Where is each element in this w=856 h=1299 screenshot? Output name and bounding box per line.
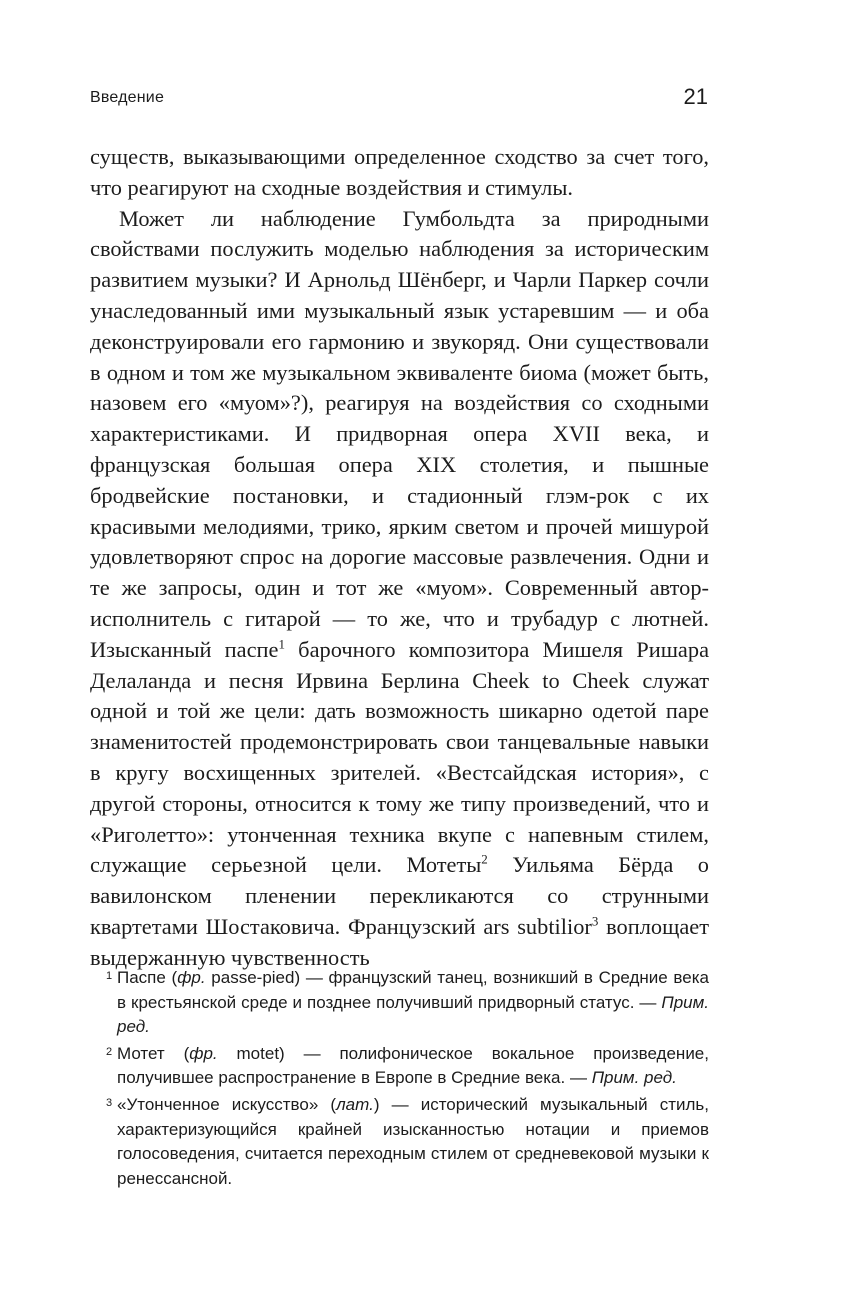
paragraph: [90, 204, 709, 974]
footnote: [90, 1093, 709, 1191]
page-number: 21: [683, 84, 708, 109]
paragraph-2-text-part: воплощает выдержанную чувственность: [90, 913, 709, 970]
editor-note: Прим. ред.: [591, 1068, 677, 1088]
editor-note: Прим. ред.: [117, 992, 709, 1037]
footnote-ref[interactable]: 3: [591, 913, 599, 929]
running-head: Введение: [90, 89, 165, 106]
footnotes: [90, 966, 709, 1193]
footnote-text: ) — исторический музыкальный стиль, характеризующийся крайней изысканностью нотации и приемов голосоведения, считается переходным стилем от средневековой музыки к ренессансной.: [117, 1094, 709, 1188]
footnote-mark: 3: [106, 1096, 113, 1109]
footnote-mark: 2: [106, 1045, 113, 1058]
footnote-lang: фр.: [189, 1043, 218, 1063]
paragraph-2-text-part: Может ли наблюдение Гумбольдта за природными свойствами послужить моделью наблюдения за историческим развитием музыки? И Арнольд Шёнберг, и Чарли Паркер сочли унаследованный ими музыкальный язык устаревшим — и оба деконструировали его гармонию и звукоряд. Они существовали в одном и том же музыкальном эквиваленте биома (может быть, назовем его «муом»?), реагируя на воздействия со сходными характеристиками. И придворная опера XVII века, и французская большая опера XIX столетия, и пышные бродвейские постановки, и стадионный глэм-рок с их красивыми мелодиями, трико, ярким светом и прочей мишурой удовлетворяют спрос на дорогие массовые развлечения. Одни и те же запросы, один и тот же «муом». Современный автор-исполнитель с гитарой — то же, что и трубадур с лютней. Изысканный паспе: [90, 205, 709, 662]
paragraph-2-text-part: Уильяма Бёрда о вавилонском пленении перекликаются со струнными квартетами Шостаковича. Французский ars subtilior: [90, 852, 709, 939]
footnote: [90, 1042, 709, 1091]
footnote-text: Мотет (: [117, 1043, 190, 1063]
footnote-lang: фр.: [177, 968, 206, 987]
paragraph: [90, 142, 709, 204]
footnote: [90, 966, 709, 1040]
footnote-text: Паспе (: [117, 968, 178, 987]
footnote-text: motet) — полифоническое вокальное произведение, получившее распространение в Европе в Средние века. —: [117, 1043, 709, 1088]
footnote-ref[interactable]: 1: [278, 636, 285, 652]
paragraph-1-text: существ, выказывающими определенное сходство за счет того, что реагируют на сходные воздействия и стимулы.: [90, 144, 709, 200]
footnote-text: passe-pied) — французский танец, возникший в Средние века в крестьянской среде и позднее получивший придворный статус. —: [117, 968, 709, 1012]
paragraph-2-text-part: барочного композитора Мишеля Ришара Делаланда и песня Ирвина Берлина Cheek to Cheek служат одной и той же цели: дать возможность шикарно одетой паре знаменитостей продемонстрировать свои танцевальные навыки в кругу восхищенных зрителей. «Вестсайдская история», с другой стороны, относится к тому же типу произведений, что и «Риголетто»: утонченная техника вкупе с напевным стилем, служащие серьезной цели. Мотеты: [90, 636, 710, 878]
footnote-text: «Утонченное искусство» (: [117, 1094, 337, 1114]
footnote-ref[interactable]: 2: [481, 851, 488, 867]
main-text: [90, 142, 709, 974]
footnote-lang: лат.: [336, 1094, 374, 1114]
footnote-mark: 1: [106, 970, 113, 982]
